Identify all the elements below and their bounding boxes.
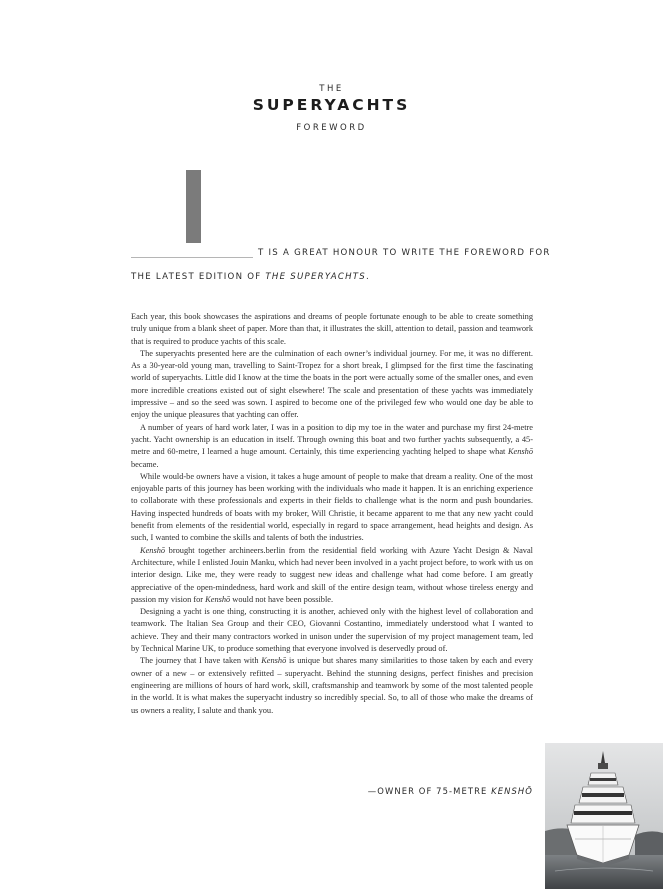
- foreword-paragraph: [131, 471, 533, 545]
- paragraph-text: would not have been possible.: [230, 594, 334, 604]
- intro-suffix: .: [366, 272, 370, 282]
- section-label: FOREWORD: [296, 123, 367, 133]
- paragraph-text: A number of years of hard work later, I was in a position to dip my toe in the water and purchase my first 24-metre yacht. Yacht ownership is an education in itself. Through owning this boat and two further yachts subsequently, a 45-metre and 60-metre, I learned a huge amount. Certainly, this time experiencing yachting helped to shape what: [131, 422, 533, 457]
- paragraph-text: While would-be owners have a vision, it takes a huge amount of people to make that dream a reality. One of the most enjoyable parts of this journey has been working with the individuals who made it happen. It is an enriching experience to collaborate with these professionals and experts in their fields to challenge what is the norm and push boundaries. Having inspected hundreds of boats with my broker, Will Christie, it became apparent to me that any new yacht could benefit from elements of the residential world, especially in regard to space arrangement, head heights and design. As such, I wanted to combine the skills and talents of both the industries.: [131, 471, 533, 543]
- intro-rule: [131, 257, 253, 258]
- yacht-photo-image: [545, 743, 663, 889]
- intro-prefix: THE LATEST EDITION OF: [131, 272, 266, 282]
- intro-line-1: T IS A GREAT HONOUR TO WRITE THE FOREWORD FOR: [258, 248, 551, 258]
- foreword-paragraph: [131, 348, 533, 422]
- page-kicker: THE: [319, 84, 344, 94]
- signature-yacht-name: KENSHŌ: [491, 786, 533, 796]
- foreword-paragraph: [131, 606, 533, 655]
- paragraph-text: brought together archineers.berlin from the residential field working with Azure Yacht Design & Naval Architecture, while I enlisted Jouin Manku, which had never been involved in a yacht project before, to work with us on interior design. Like me, they were ready to suggest new ideas and challenge what had come before. I am greatly appreciative of the open-mindedness, hard work and skill of the entire design team, without whose tireless energy and passion my vision for: [131, 545, 533, 604]
- intro-book-title: THE SUPERYACHTS: [265, 272, 367, 282]
- paragraph-text: is unique but shares many similarities to those taken by each and every owner of a new – or extensively refitted – superyacht. Behind the stunning designs, perfect finishes and precision engineering are millions of hours of hard work, skill, craftsmanship and teamwork by some of the most talented people in the world. It is what makes the superyacht industry so incredibly special. So, to all of those who make the dreams of us owners a reality, I salute and thank you.: [131, 656, 533, 715]
- foreword-paragraph: [131, 311, 533, 348]
- foreword-paragraph: [131, 422, 533, 471]
- foreword-body: [131, 311, 533, 717]
- paragraph-text: became.: [131, 459, 159, 469]
- yacht-name-italic: Kenshō: [261, 656, 287, 666]
- yacht-name-italic: Kenshō: [507, 447, 533, 457]
- paragraph-text: The superyachts presented here are the culmination of each owner’s individual journey. For me, it was no different. As a 30-year-old young man, travelling to Saint-Tropez for a short break, I glimpsed for the first time the fascinating world of superyachts. Little did I know at the time the boats in the port were actually some of the smaller ones, and even more incredible creations existed out of sight elsewhere! The scale and presentation of these yachts was immediately impressive – and so the seed was sown. I aspired to become one of the privileged few who would one day be able to enjoy the unique pleasures that yachting can offer.: [131, 348, 534, 420]
- yacht-name-italic: Kenshō: [140, 545, 166, 555]
- paragraph-text: Each year, this book showcases the aspirations and dreams of people fortunate enough to be able to create something truly unique from a blank sheet of paper. More than that, it illustrates the skill, attention to detail, passion and teamwork that is required to produce yachts of this scale.: [131, 312, 533, 346]
- paragraph-text: Designing a yacht is one thing, constructing it is another, achieved only with the highest level of collaboration and teamwork. The Italian Sea Group and their CEO, Giovanni Costantino, immediately understood what I wanted to achieve. They and their many contractors worked in unison under the supervision of my project management team, led by Technical Marine UK, to produce something that everyone involved is deservedly proud of.: [131, 607, 533, 654]
- yacht-name-italic: Kenshō: [205, 594, 231, 604]
- foreword-paragraph: [131, 655, 533, 716]
- yacht-photo: [545, 743, 663, 889]
- paragraph-text: The journey that I have taken with: [140, 656, 262, 666]
- intro-line-2: [131, 272, 370, 282]
- page-title: SUPERYACHTS: [252, 96, 411, 114]
- foreword-paragraph: [131, 545, 533, 606]
- signature-prefix: —OWNER OF 75-METRE: [367, 786, 492, 796]
- signature: [368, 786, 533, 796]
- drop-cap-letter-i: [186, 170, 201, 243]
